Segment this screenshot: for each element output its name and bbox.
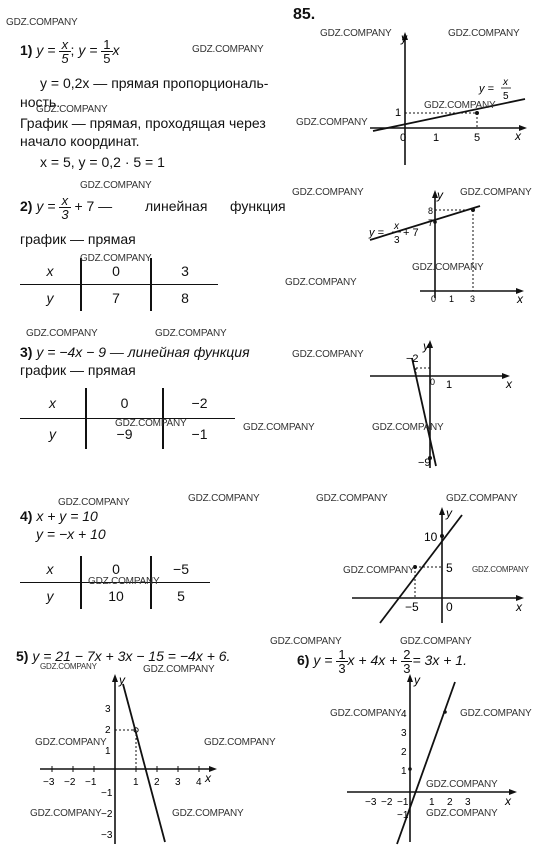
watermark: GDZ.COMPANY bbox=[460, 708, 532, 719]
y-axis-label: y bbox=[437, 188, 443, 202]
tick-label: 3 bbox=[105, 704, 111, 715]
graph-part2 bbox=[365, 188, 535, 308]
svg-text:x: x bbox=[394, 221, 399, 232]
y-axis-label: y bbox=[401, 31, 407, 45]
watermark: GDZ.COMPANY bbox=[296, 117, 368, 128]
value-table: x 0 −2 y −9 −1 bbox=[20, 388, 235, 449]
origin-label: 0 bbox=[430, 377, 436, 387]
line-label: y = bbox=[479, 83, 494, 95]
tick-label: −1 bbox=[85, 777, 97, 788]
x-axis-label: x bbox=[505, 794, 511, 808]
graph-part3 bbox=[368, 338, 518, 473]
tick-label: 3 bbox=[401, 728, 407, 739]
tick-label: 2 bbox=[105, 725, 111, 736]
value-table: x 0 3 y 7 8 bbox=[20, 258, 218, 311]
tick-label: −3 bbox=[101, 830, 113, 841]
watermark: GDZ.COMPANY bbox=[188, 493, 260, 504]
y-axis-label: y bbox=[446, 506, 452, 520]
watermark: GDZ.COMPANY bbox=[35, 737, 107, 748]
x-axis-label: x bbox=[517, 292, 523, 306]
tick-label: −1 bbox=[397, 810, 409, 821]
tick-label: 3 bbox=[175, 777, 181, 788]
tick-label: −9 bbox=[418, 457, 431, 469]
tick-label: 2 bbox=[401, 747, 407, 758]
watermark: GDZ.COMPANY bbox=[6, 17, 78, 28]
watermark: GDZ.COMPANY bbox=[292, 187, 364, 198]
tick-label: 5 bbox=[446, 561, 453, 575]
tick-label: 1 bbox=[395, 107, 402, 119]
tick-label: 3 bbox=[465, 797, 471, 808]
tick-label: 2 bbox=[447, 797, 453, 808]
text-line: y = −x + 10 bbox=[36, 526, 106, 542]
watermark: GDZ.COMPANY bbox=[80, 253, 152, 264]
tick-label: 4 bbox=[401, 709, 407, 720]
part4-heading: 4) x + y = 10 bbox=[20, 508, 98, 524]
part-number: 2) bbox=[20, 198, 33, 215]
watermark: GDZ.COMPANY bbox=[192, 44, 264, 55]
tick-label: 8 bbox=[428, 206, 434, 216]
tick-label: −2 bbox=[101, 809, 113, 820]
y-axis-label: y bbox=[119, 673, 125, 687]
x-axis-label: x bbox=[205, 771, 211, 785]
watermark: GDZ.COMPANY bbox=[40, 662, 97, 671]
tick-label: 1 bbox=[401, 766, 407, 777]
watermark: GDZ.COMPANY bbox=[330, 708, 402, 719]
x-axis-label: x bbox=[516, 600, 522, 614]
tick-label: 2 bbox=[154, 777, 160, 788]
watermark: GDZ.COMPANY bbox=[424, 100, 496, 111]
tick-label: −1 bbox=[397, 797, 409, 808]
tick-label: 7 bbox=[428, 218, 434, 228]
text-word: линейная bbox=[145, 198, 208, 214]
tick-label: 10 bbox=[424, 530, 438, 544]
tick-label: 1 bbox=[446, 379, 453, 391]
svg-text:+ 7: + 7 bbox=[403, 227, 419, 239]
tick-label: −3 bbox=[43, 777, 55, 788]
origin-label: 0 bbox=[400, 132, 407, 144]
text-word: функция bbox=[230, 198, 286, 214]
watermark: GDZ.COMPANY bbox=[36, 104, 108, 115]
value-table: x 0 −5 y 10 5 bbox=[20, 556, 210, 609]
text-line: график — прямая bbox=[20, 231, 136, 247]
watermark: GDZ.COMPANY bbox=[115, 418, 187, 429]
watermark: GDZ.COMPANY bbox=[372, 422, 444, 433]
part1-heading: 1) y = $\frac{x}{5}$ ; y = $\frac{1}{5}$ x bbox=[20, 37, 120, 66]
x-axis-label: x bbox=[515, 129, 521, 143]
watermark: GDZ.COMPANY bbox=[58, 497, 130, 508]
watermark: GDZ.COMPANY bbox=[80, 180, 152, 191]
part3-heading: 3) y = −4x − 9 — линейная функция bbox=[20, 344, 250, 360]
tick-label: −2 bbox=[64, 777, 76, 788]
watermark: GDZ.COMPANY bbox=[204, 737, 276, 748]
text-line: y = 0,2x — прямая пропорциональ- bbox=[40, 75, 269, 91]
y-axis-label: y bbox=[414, 673, 420, 687]
tick-label: −2 bbox=[406, 353, 419, 365]
x-axis-label: x bbox=[506, 377, 512, 391]
part-number: 3) bbox=[20, 344, 33, 360]
text-line: график — прямая bbox=[20, 362, 136, 378]
watermark: GDZ.COMPANY bbox=[155, 328, 227, 339]
origin-label: 0 bbox=[446, 600, 453, 614]
graph-part6 bbox=[345, 672, 525, 847]
part6-heading: 6) y = $\frac{1}{3}$ x + 4x + $\frac{2}{3}$ = 3x + 1. bbox=[297, 647, 467, 676]
part-number: 1) bbox=[20, 42, 33, 59]
watermark: GDZ.COMPANY bbox=[26, 328, 98, 339]
tick-label: 1 bbox=[429, 797, 435, 808]
svg-text:x: x bbox=[503, 77, 508, 88]
text-line: ность. bbox=[20, 94, 61, 110]
part2-heading: 2) y = $\frac{x}{3}$ + 7 — bbox=[20, 193, 113, 222]
tick-label: −3 bbox=[365, 797, 377, 808]
tick-label: −1 bbox=[101, 788, 113, 799]
y-axis-label: y bbox=[423, 339, 429, 353]
watermark: GDZ.COMPANY bbox=[143, 664, 215, 675]
tick-label: 3 bbox=[470, 294, 476, 304]
watermark: GDZ.COMPANY bbox=[320, 28, 392, 39]
watermark: GDZ.COMPANY bbox=[343, 565, 415, 576]
watermark: GDZ.COMPANY bbox=[172, 808, 244, 819]
tick-label: 4 bbox=[196, 777, 202, 788]
tick-label: 1 bbox=[433, 132, 440, 144]
watermark: GDZ.COMPANY bbox=[472, 565, 529, 574]
watermark: GDZ.COMPANY bbox=[88, 576, 160, 587]
tick-label: 1 bbox=[449, 294, 455, 304]
watermark: GDZ.COMPANY bbox=[400, 636, 472, 647]
watermark: GDZ.COMPANY bbox=[446, 493, 518, 504]
text-line: x = 5, y = 0,2 · 5 = 1 bbox=[40, 154, 165, 170]
tick-label: 1 bbox=[133, 777, 139, 788]
part5-heading: 5) y = 21 − 7x + 3x − 15 = −4x + 6. bbox=[16, 648, 231, 664]
part-number: 5) bbox=[16, 648, 29, 664]
tick-label: 5 bbox=[474, 132, 481, 144]
svg-text:5: 5 bbox=[503, 91, 509, 102]
tick-label: 1 bbox=[105, 746, 111, 757]
graph-part5 bbox=[35, 672, 225, 847]
watermark: GDZ.COMPANY bbox=[285, 277, 357, 288]
text-line: График — прямая, проходящая через bbox=[20, 115, 266, 131]
line-label: y = bbox=[369, 227, 384, 239]
watermark: GDZ.COMPANY bbox=[426, 808, 498, 819]
watermark: GDZ.COMPANY bbox=[270, 636, 342, 647]
tick-label: −5 bbox=[405, 600, 419, 614]
watermark: GDZ.COMPANY bbox=[460, 187, 532, 198]
text-line: начало координат. bbox=[20, 133, 140, 149]
watermark: GDZ.COMPANY bbox=[292, 349, 364, 360]
watermark: GDZ.COMPANY bbox=[316, 493, 388, 504]
origin-label: 0 bbox=[431, 294, 437, 304]
exercise-number: 85. bbox=[293, 6, 316, 23]
svg-text:3: 3 bbox=[394, 235, 400, 246]
watermark: GDZ.COMPANY bbox=[426, 779, 498, 790]
part-number: 6) bbox=[297, 652, 310, 669]
watermark: GDZ.COMPANY bbox=[448, 28, 520, 39]
watermark: GDZ.COMPANY bbox=[30, 808, 102, 819]
tick-label: −2 bbox=[381, 797, 393, 808]
watermark: GDZ.COMPANY bbox=[243, 422, 315, 433]
watermark: GDZ.COMPANY bbox=[412, 262, 484, 273]
part-number: 4) bbox=[20, 508, 33, 524]
